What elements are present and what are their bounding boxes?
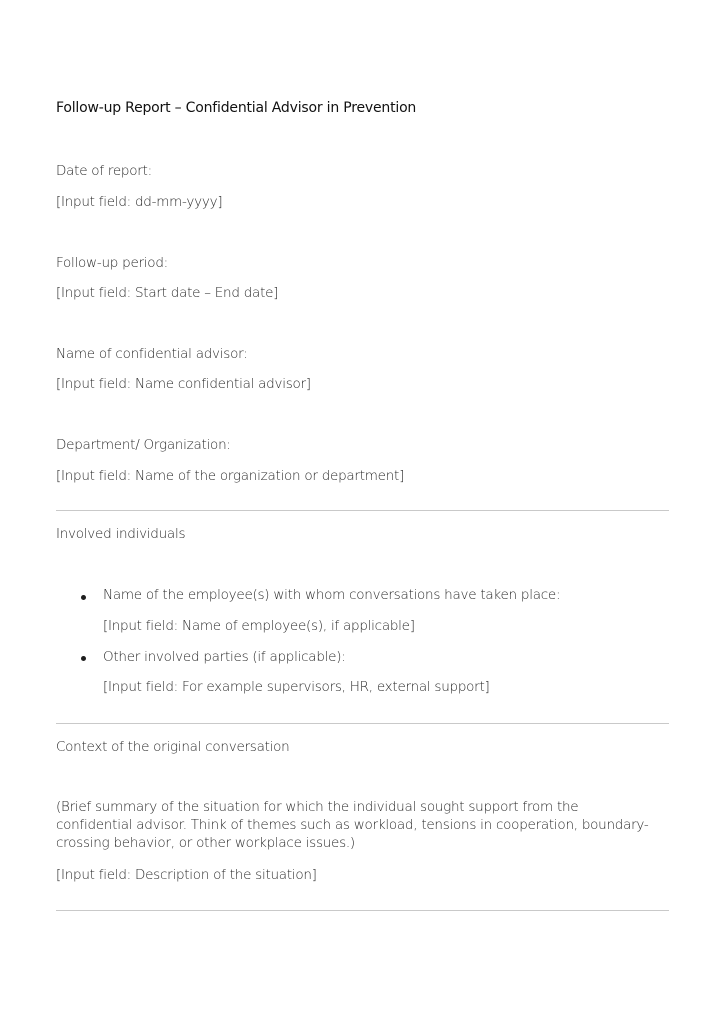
bullet-icon	[81, 656, 86, 661]
advisor-name-input[interactable]: [Input field: Name confidential advisor]	[56, 376, 311, 392]
department-input[interactable]: [Input field: Name of the organization or department]	[56, 468, 405, 484]
employee-names-label: Name of the employee(s) with whom conversations have taken place:	[103, 587, 561, 603]
bullet-icon	[81, 595, 86, 600]
follow-up-period-input[interactable]: [Input field: Start date – End date]	[56, 285, 279, 301]
section-divider	[56, 910, 669, 911]
section-divider	[56, 723, 669, 724]
date-of-report-input[interactable]: [Input field: dd-mm-yyyy]	[56, 194, 223, 210]
other-parties-input[interactable]: [Input field: For example supervisors, HR, external support]	[103, 679, 490, 695]
context-heading: Context of the original conversation	[56, 739, 290, 755]
department-label: Department/ Organization:	[56, 437, 231, 453]
advisor-name-label: Name of confidential advisor:	[56, 346, 248, 362]
employee-names-input[interactable]: [Input field: Name of employee(s), if applicable]	[103, 618, 415, 634]
other-parties-label: Other involved parties (if applicable):	[103, 649, 346, 665]
date-of-report-label: Date of report:	[56, 163, 152, 179]
section-divider	[56, 510, 669, 511]
follow-up-period-label: Follow-up period:	[56, 255, 168, 271]
context-description-input[interactable]: [Input field: Description of the situation]	[56, 867, 317, 883]
involved-individuals-heading: Involved individuals	[56, 526, 186, 542]
context-description: (Brief summary of the situation for which the individual sought support from the confidential advisor. Think of themes such as workload, tensions in cooperation, boundary-crossing behavior, or other workplace issues.)	[56, 799, 649, 851]
document-title: Follow-up Report – Confidential Advisor in Prevention	[56, 100, 417, 116]
